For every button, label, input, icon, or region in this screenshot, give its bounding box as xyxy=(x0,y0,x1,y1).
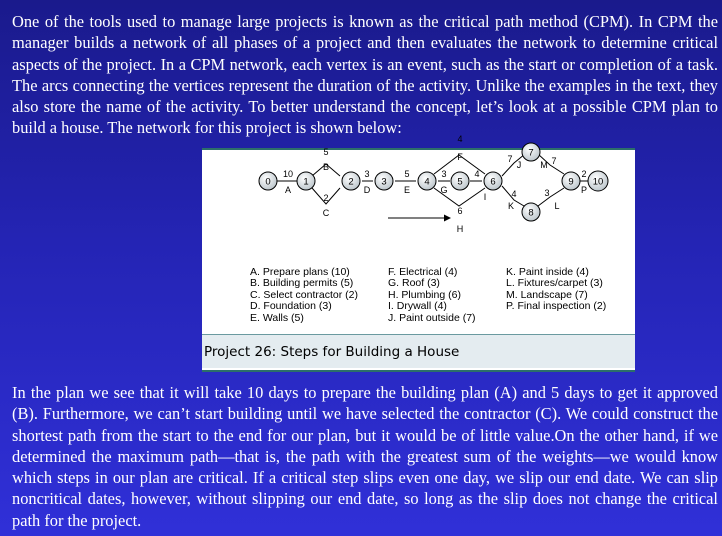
weight-g: 3 xyxy=(441,169,447,179)
closing-paragraph: In the plan we see that it will take 10 days to prepare the building plan (A) and 5 days to get it approved (B). Furthermore, we can’t start building until we have selected the contractor (C). We could construct the shortest path from the start to the end for our plan, but it would be of little value.On the other hand, if we determined the maximum path—that is, the path with the greatest sum of the weights—we would know which steps in our plan are critical. If a critical step slips even one day, we slip our end date. We can slip noncritical dates, however, without slipping our end date, so long as the slip does not change the critical path for the project. xyxy=(12,383,718,530)
weight-h: 6 xyxy=(457,206,463,216)
legend-item: I. Drywall (4) xyxy=(388,300,447,313)
activity-i: I xyxy=(483,192,487,202)
activity-f: F xyxy=(457,152,463,162)
legend-item: J. Paint outside (7) xyxy=(388,311,476,324)
legend-item: C. Select contractor (2) xyxy=(250,288,358,301)
node-label-5: 5 xyxy=(457,176,463,188)
legend-item: M. Landscape (7) xyxy=(506,288,588,301)
node-label-6: 6 xyxy=(490,176,496,188)
activity-l: L xyxy=(554,201,560,211)
legend-item: P. Final inspection (2) xyxy=(506,300,607,313)
intro-paragraph: One of the tools used to manage large projects is known as the critical path method (CPM). In CPM the manager builds a network of all phases of a project and then evaluates the network to determine critical aspects of the project. In a CPM network, each vertex is an event, such as the start or completion of a task. The arcs connecting the vertices represent the duration of the activity. Unlike the examples in the text, they also store the name of the activity. To better understand the concept, let’s look at a possible CPM plan to build a house. The network for this project is shown below: xyxy=(12,12,718,138)
weight-l: 3 xyxy=(544,188,550,198)
activity-m: M xyxy=(540,160,548,170)
activity-h: H xyxy=(456,224,464,234)
weight-c: 2 xyxy=(323,193,329,203)
activity-a: A xyxy=(284,185,292,195)
legend-item: H. Plumbing (6) xyxy=(388,288,461,301)
node-label-1: 1 xyxy=(303,176,309,188)
node-label-9: 9 xyxy=(568,176,574,188)
activity-c: C xyxy=(322,208,330,218)
node-label-4: 4 xyxy=(424,176,430,188)
activity-j: J xyxy=(516,160,522,170)
node-label-8: 8 xyxy=(528,207,534,219)
legend-column-3 xyxy=(506,267,606,313)
edge-l xyxy=(538,188,564,206)
weight-f: 4 xyxy=(457,134,463,144)
legend-item: E. Walls (5) xyxy=(250,311,304,324)
legend-item: D. Foundation (3) xyxy=(250,300,332,313)
weight-j: 7 xyxy=(507,154,513,164)
weight-k: 4 xyxy=(511,189,517,199)
legend-item: A. Prepare plans (10) xyxy=(250,266,350,278)
activity-k: K xyxy=(507,201,515,211)
cpm-figure xyxy=(202,134,635,372)
legend-column-2 xyxy=(388,267,476,324)
weight-b: 5 xyxy=(323,147,329,157)
legend-column-1 xyxy=(250,267,358,324)
weight-56: 4 xyxy=(474,169,480,179)
activity-e: E xyxy=(403,185,411,195)
activity-b: B xyxy=(322,162,330,172)
activity-d: D xyxy=(363,185,371,195)
node-label-0: 0 xyxy=(265,176,271,188)
activity-p: P xyxy=(580,185,588,195)
weight-d: 3 xyxy=(364,169,370,179)
legend-item: K. Paint inside (4) xyxy=(506,266,589,278)
legend-item: L. Fixtures/carpet (3) xyxy=(506,277,603,290)
edge-j xyxy=(502,154,525,176)
weight-p: 2 xyxy=(581,169,587,179)
legend-item: B. Building permits (5) xyxy=(250,277,354,290)
node-label-10: 10 xyxy=(592,176,604,188)
node-label-7: 7 xyxy=(528,147,534,159)
node-label-3: 3 xyxy=(381,176,387,188)
figure-caption: Project 26: Steps for Building a House xyxy=(202,334,635,368)
weight-a: 10 xyxy=(282,169,294,179)
legend-item: F. Electrical (4) xyxy=(388,266,458,278)
node-label-2: 2 xyxy=(348,176,354,188)
activity-g: G xyxy=(440,185,448,195)
weight-m: 7 xyxy=(551,156,557,166)
weight-e: 5 xyxy=(404,169,410,179)
legend-item: G. Roof (3) xyxy=(388,277,440,290)
